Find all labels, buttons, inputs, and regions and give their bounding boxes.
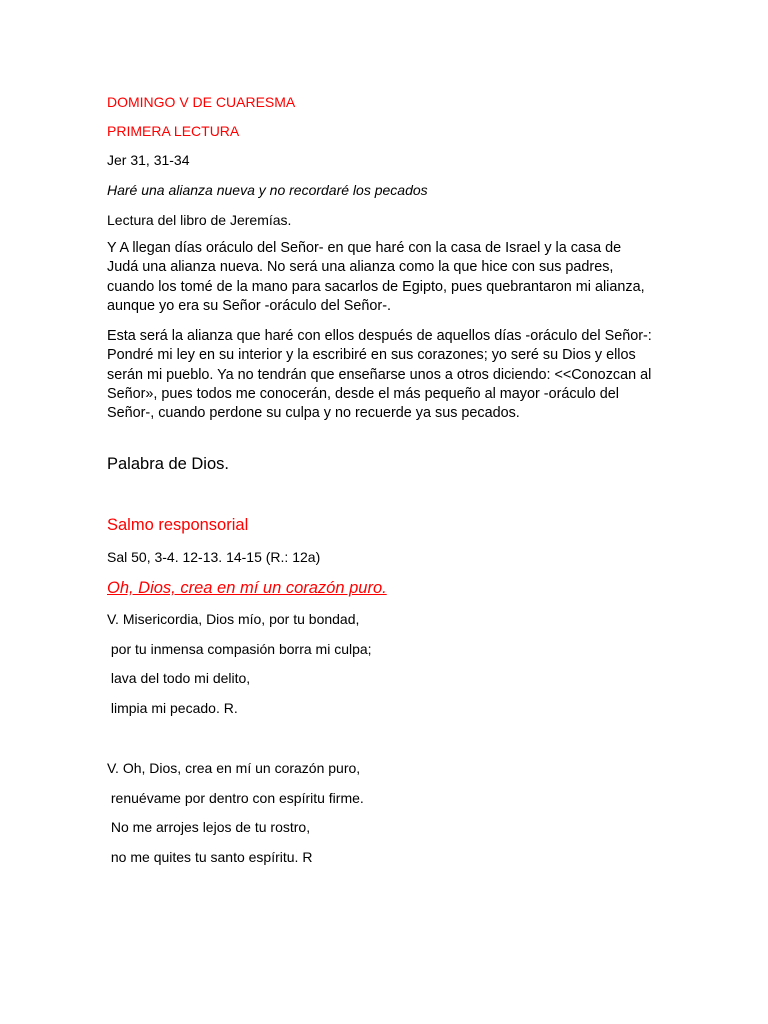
section-title: PRIMERA LECTURA — [107, 123, 240, 139]
document-heading: DOMINGO V DE CUARESMA — [107, 94, 296, 110]
verse-line: No me arrojes lejos de tu rostro, — [107, 819, 311, 835]
closing-acclamation: Palabra de Dios. — [107, 455, 229, 473]
verse-line: V. Misericordia, Dios mío, por tu bondad, — [107, 611, 360, 627]
reading-intro: Lectura del libro de Jeremías. — [107, 212, 292, 228]
reading-subtitle: Haré una alianza nueva y no recordaré los pecados — [107, 182, 428, 198]
verse-line: V. Oh, Dios, crea en mí un corazón puro, — [107, 760, 361, 776]
verse-line: por tu inmensa compasión borra mi culpa; — [107, 641, 372, 657]
psalm-reference: Sal 50, 3-4. 12-13. 14-15 (R.: 12a) — [107, 549, 321, 565]
reading-paragraph-1: Y A llegan días oráculo del Señor- en que haré con la casa de Israel y la casa de Judá una alianza nueva. No será una alianza como la que hice con sus padres, cuando los tomé de la mano para sacarlos de Egipto, pues quebrantaron mi alianza, aunque yo era su Señor -oráculo del Señor-. — [107, 240, 645, 314]
verse-line: lava del todo mi delito, — [107, 670, 251, 686]
verse-line: limpia mi pecado. R. — [107, 700, 238, 716]
psalm-response: Oh, Dios, crea en mí un corazón puro. — [107, 579, 387, 597]
psalm-title: Salmo responsorial — [107, 516, 249, 534]
reading-reference: Jer 31, 31-34 — [107, 152, 190, 168]
verse-line: no me quites tu santo espíritu. R — [107, 849, 313, 865]
reading-paragraph-2: Esta será la alianza que haré con ellos después de aquellos días -oráculo del Señor-: Pondré mi ley en su interior y la escribiré en sus corazones; yo seré su Dios y ellos serán mi pueblo. Ya no tendrán que enseñarse unos a otros diciendo: <<Conozcan al Señor», pues todos me conocerán, desde el más pequeño al mayor -oráculo del Señor-, cuando perdone su culpa y no recuerde ya sus pecados. — [107, 328, 652, 422]
verse-line: renuévame por dentro con espíritu firme. — [107, 790, 364, 806]
